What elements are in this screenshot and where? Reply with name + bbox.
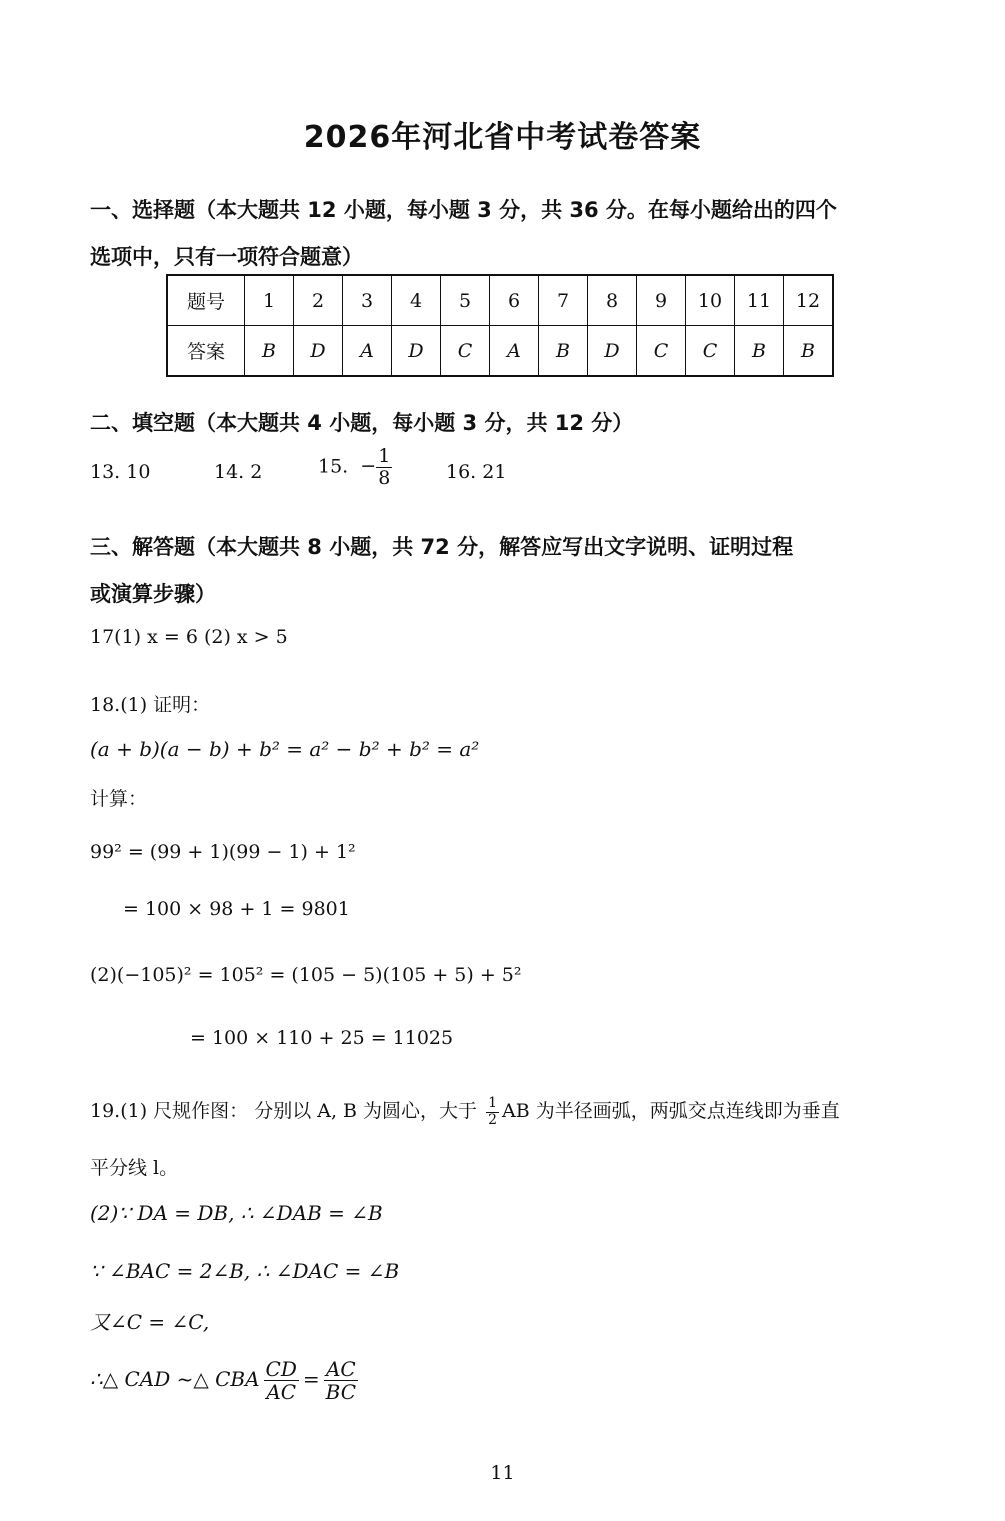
table-cell: 2	[294, 275, 343, 326]
section1-heading-line1: 一、选择题（本大题共 12 小题，每小题 3 分，共 36 分。在每小题给出的四个	[90, 198, 837, 222]
table-cell: D	[392, 326, 441, 377]
table-cell: D	[294, 326, 343, 377]
section2-heading: 二、填空题（本大题共 4 小题，每小题 3 分，共 12 分）	[90, 411, 634, 435]
q19-half-fraction	[486, 1096, 499, 1128]
q18-part2-step2: = 100 × 110 + 25 = 11025	[190, 1027, 454, 1049]
q19-ratio-right	[324, 1358, 358, 1403]
answer-16: 16. 21	[446, 461, 507, 483]
table-cell: 12	[784, 275, 834, 326]
table-cell: 1	[245, 275, 294, 326]
section3-heading-line1: 三、解答题（本大题共 8 小题，共 72 分，解答应写出文字说明、证明过程	[90, 535, 794, 559]
table-cell: 9	[637, 275, 686, 326]
table-header-answer: 答案	[167, 326, 245, 377]
answer-13: 13. 10	[90, 461, 151, 483]
answer-14: 14. 2	[214, 461, 263, 483]
table-cell: C	[441, 326, 490, 377]
table-cell: 10	[686, 275, 735, 326]
fraction-numerator: 1	[488, 1095, 498, 1112]
table-cell: B	[539, 326, 588, 377]
q19-part2-line2: ∵ ∠BAC = 2∠B, ∴ ∠DAC = ∠B	[90, 1259, 400, 1283]
table-cell: C	[637, 326, 686, 377]
q18-calc-step2: = 100 × 98 + 1 = 9801	[123, 898, 350, 920]
q19-line1-text-a: 19.(1) 尺规作图： 分别以 A, B 为圆心，大于	[90, 1100, 478, 1122]
section3-heading-line2: 或演算步骤）	[90, 582, 216, 606]
q18-line1: 18.(1) 证明：	[90, 694, 211, 716]
table-cell: 11	[735, 275, 784, 326]
table-row-numbers	[167, 275, 833, 326]
table-cell: C	[686, 326, 735, 377]
page-number: 11	[490, 1462, 515, 1484]
answer-15-label: 15.	[318, 455, 349, 478]
page-title: 2026年河北省中考试卷答案	[303, 120, 702, 155]
table-cell: A	[490, 326, 539, 377]
table-cell: D	[588, 326, 637, 377]
q18-calc-label: 计算：	[90, 788, 148, 810]
fraction-denominator: 2	[488, 1111, 498, 1128]
table-cell: 6	[490, 275, 539, 326]
table-cell: A	[343, 326, 392, 377]
q19-equals: =	[302, 1367, 320, 1391]
fraction-denominator: 8	[378, 466, 391, 489]
fraction-numerator: CD	[265, 1357, 297, 1381]
fraction-denominator: AC	[266, 1380, 297, 1404]
q19-line2: 平分线 l。	[90, 1157, 179, 1179]
q19-ratio-left	[264, 1358, 299, 1403]
table-cell: B	[735, 326, 784, 377]
fraction-numerator: 1	[378, 445, 391, 467]
q17-answer: 17(1) x = 6 (2) x > 5	[90, 626, 288, 648]
fraction-denominator: BC	[325, 1380, 357, 1404]
q19-part2-line4	[90, 1358, 358, 1403]
table-cell: 7	[539, 275, 588, 326]
q19-line1-text-b: AB 为半径画弧，两弧交点连线即为垂直	[502, 1100, 840, 1122]
answer-15-sign: −	[360, 455, 377, 478]
section1-heading-line2: 选项中，只有一项符合题意）	[90, 245, 363, 269]
table-cell: 3	[343, 275, 392, 326]
table-cell: B	[245, 326, 294, 377]
table-row-answers	[167, 326, 833, 377]
q18-part2-step1: (2)(−105)² = 105² = (105 − 5)(105 + 5) + 5²	[90, 964, 522, 986]
q19-part2-line1: (2)∵ DA = DB, ∴ ∠DAB = ∠B	[90, 1201, 383, 1225]
fraction-numerator: AC	[324, 1358, 358, 1381]
table-header-number: 题号	[167, 275, 245, 326]
q19-similar-triangles: ∴△ CAD ~△ CBA	[90, 1367, 260, 1391]
q19-line1	[90, 1096, 840, 1128]
q19-part2-line3: 又∠C = ∠C,	[90, 1310, 210, 1334]
q18-calc-step1: 99² = (99 + 1)(99 − 1) + 1²	[90, 841, 356, 863]
q18-proof: (a + b)(a − b) + b² = a² − b² + b² = a²	[90, 737, 480, 761]
answer-15	[318, 446, 392, 489]
table-cell: B	[784, 326, 834, 377]
table-cell: 5	[441, 275, 490, 326]
answer-15-fraction	[376, 446, 392, 489]
table-cell: 8	[588, 275, 637, 326]
table-cell: 4	[392, 275, 441, 326]
answer-table	[166, 274, 834, 377]
